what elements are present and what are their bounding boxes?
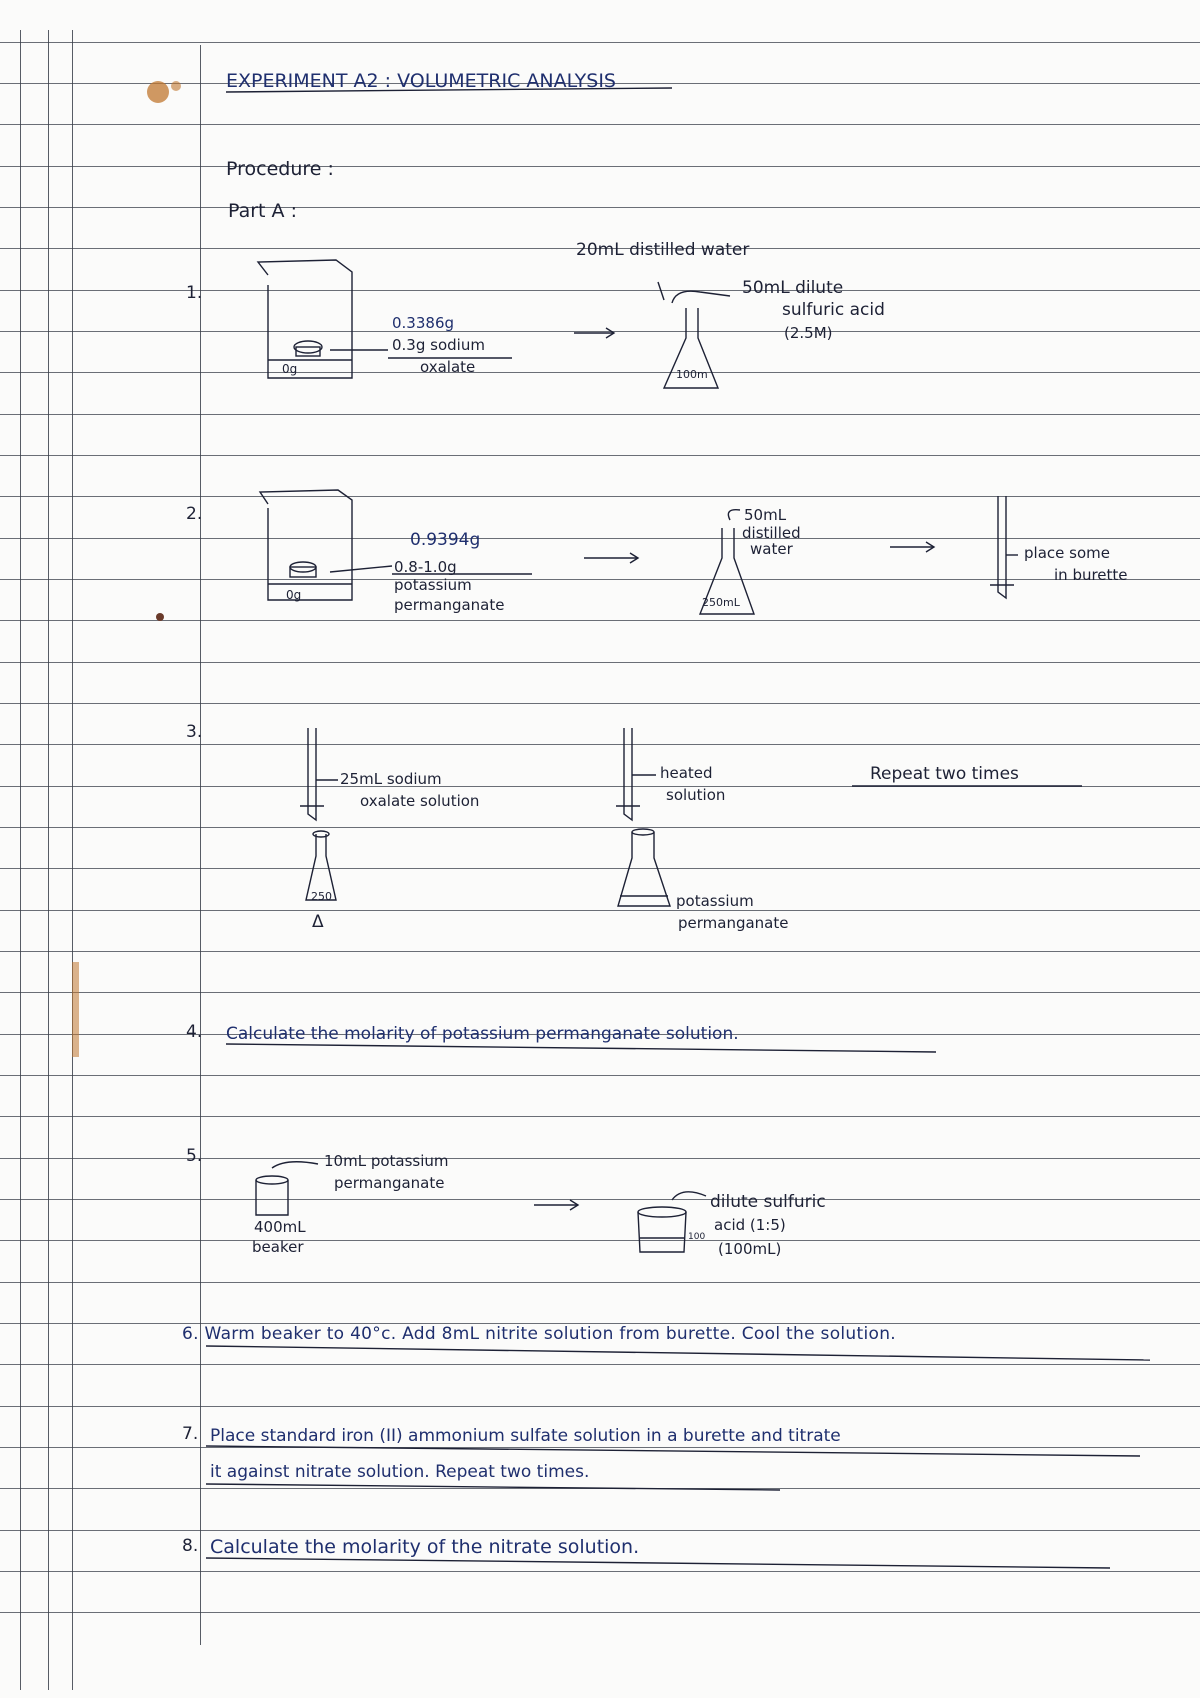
stain [171, 81, 181, 91]
beaker-400-icon [256, 1162, 318, 1215]
burette-note: in burette [1054, 566, 1128, 584]
acid-label: (100mL) [718, 1240, 782, 1258]
page-title: EXPERIMENT A2 : VOLUMETRIC ANALYSIS [226, 70, 616, 92]
step-number: 5. [186, 1146, 203, 1166]
reagent-label: permanganate [334, 1174, 445, 1192]
flask-icon [618, 829, 670, 906]
balance-display: 0g [286, 588, 302, 602]
mass-measured: 0.3386g [392, 314, 455, 332]
step-number: 8. [182, 1536, 199, 1556]
step-body: Warm beaker to 40°c. Add 8mL nitrite solution from burette. Cool the solution. [204, 1324, 896, 1344]
step-text: Calculate the molarity of the nitrate solution. [210, 1536, 640, 1558]
step-number: 3. [186, 722, 203, 742]
acid-label: acid (1:5) [714, 1216, 786, 1234]
flask-label: 250mL [702, 596, 740, 609]
pipette-label: 25mL sodium [340, 770, 442, 788]
flask-label: 250 [311, 890, 332, 903]
burette-icon [990, 496, 1018, 598]
heat-symbol: Δ [312, 912, 324, 932]
substance-label: potassium [394, 576, 472, 594]
substance-label: oxalate [420, 358, 476, 376]
beaker-mark: 100 [688, 1232, 706, 1242]
reagent-label: 10mL potassium [324, 1152, 449, 1170]
burette-note: heated [660, 764, 713, 782]
pipette-label: oxalate solution [360, 792, 480, 810]
flask-note: permanganate [678, 914, 789, 932]
step-number: 6. [182, 1324, 199, 1344]
mass-measured: 0.9394g [410, 530, 481, 550]
water-label: distilled [742, 524, 801, 542]
repeat-note: Repeat two times [870, 764, 1019, 784]
burette-note: solution [666, 786, 726, 804]
water-volume: 50mL [744, 506, 787, 524]
acid-concentration: (2.5M) [784, 324, 833, 342]
acid-name: sulfuric acid [782, 300, 885, 320]
mass-range: 0.8-1.0g [394, 558, 457, 576]
step-text [182, 1324, 896, 1344]
beaker-label: 400mL [254, 1218, 306, 1236]
substance-label: permanganate [394, 596, 505, 614]
acid-label: dilute sulfuric [710, 1192, 826, 1212]
step-text: Calculate the molarity of potassium permanganate solution. [226, 1024, 739, 1044]
flask-note: potassium [676, 892, 754, 910]
procedure-heading: Procedure : [226, 158, 334, 180]
step-text: Place standard iron (II) ammonium sulfate solution in a burette and titrate [210, 1426, 841, 1446]
part-heading: Part A : [228, 200, 297, 222]
balance-1-icon [258, 260, 352, 378]
mass-range: 0.3g sodium [392, 336, 485, 354]
acid-volume: 50mL dilute [742, 278, 844, 298]
balance-2-icon [260, 490, 352, 600]
burette-icon [300, 728, 338, 820]
stain [156, 613, 164, 621]
step-number: 7. [182, 1424, 199, 1444]
stain [72, 962, 79, 1057]
step-text: it against nitrate solution. Repeat two times. [210, 1462, 590, 1482]
flask-label: 100m [676, 368, 708, 381]
balance-display: 0g [282, 362, 298, 376]
burette-icon [616, 728, 656, 820]
step-number: 2. [186, 504, 203, 524]
water-label: 20mL distilled water [576, 240, 750, 260]
beaker-label: beaker [252, 1238, 304, 1256]
step-number: 4. [186, 1022, 203, 1042]
beaker-icon [638, 1192, 706, 1252]
water-label: water [750, 540, 793, 558]
burette-note: place some [1024, 544, 1110, 562]
stain [147, 81, 169, 103]
step-number: 1. [186, 283, 203, 303]
